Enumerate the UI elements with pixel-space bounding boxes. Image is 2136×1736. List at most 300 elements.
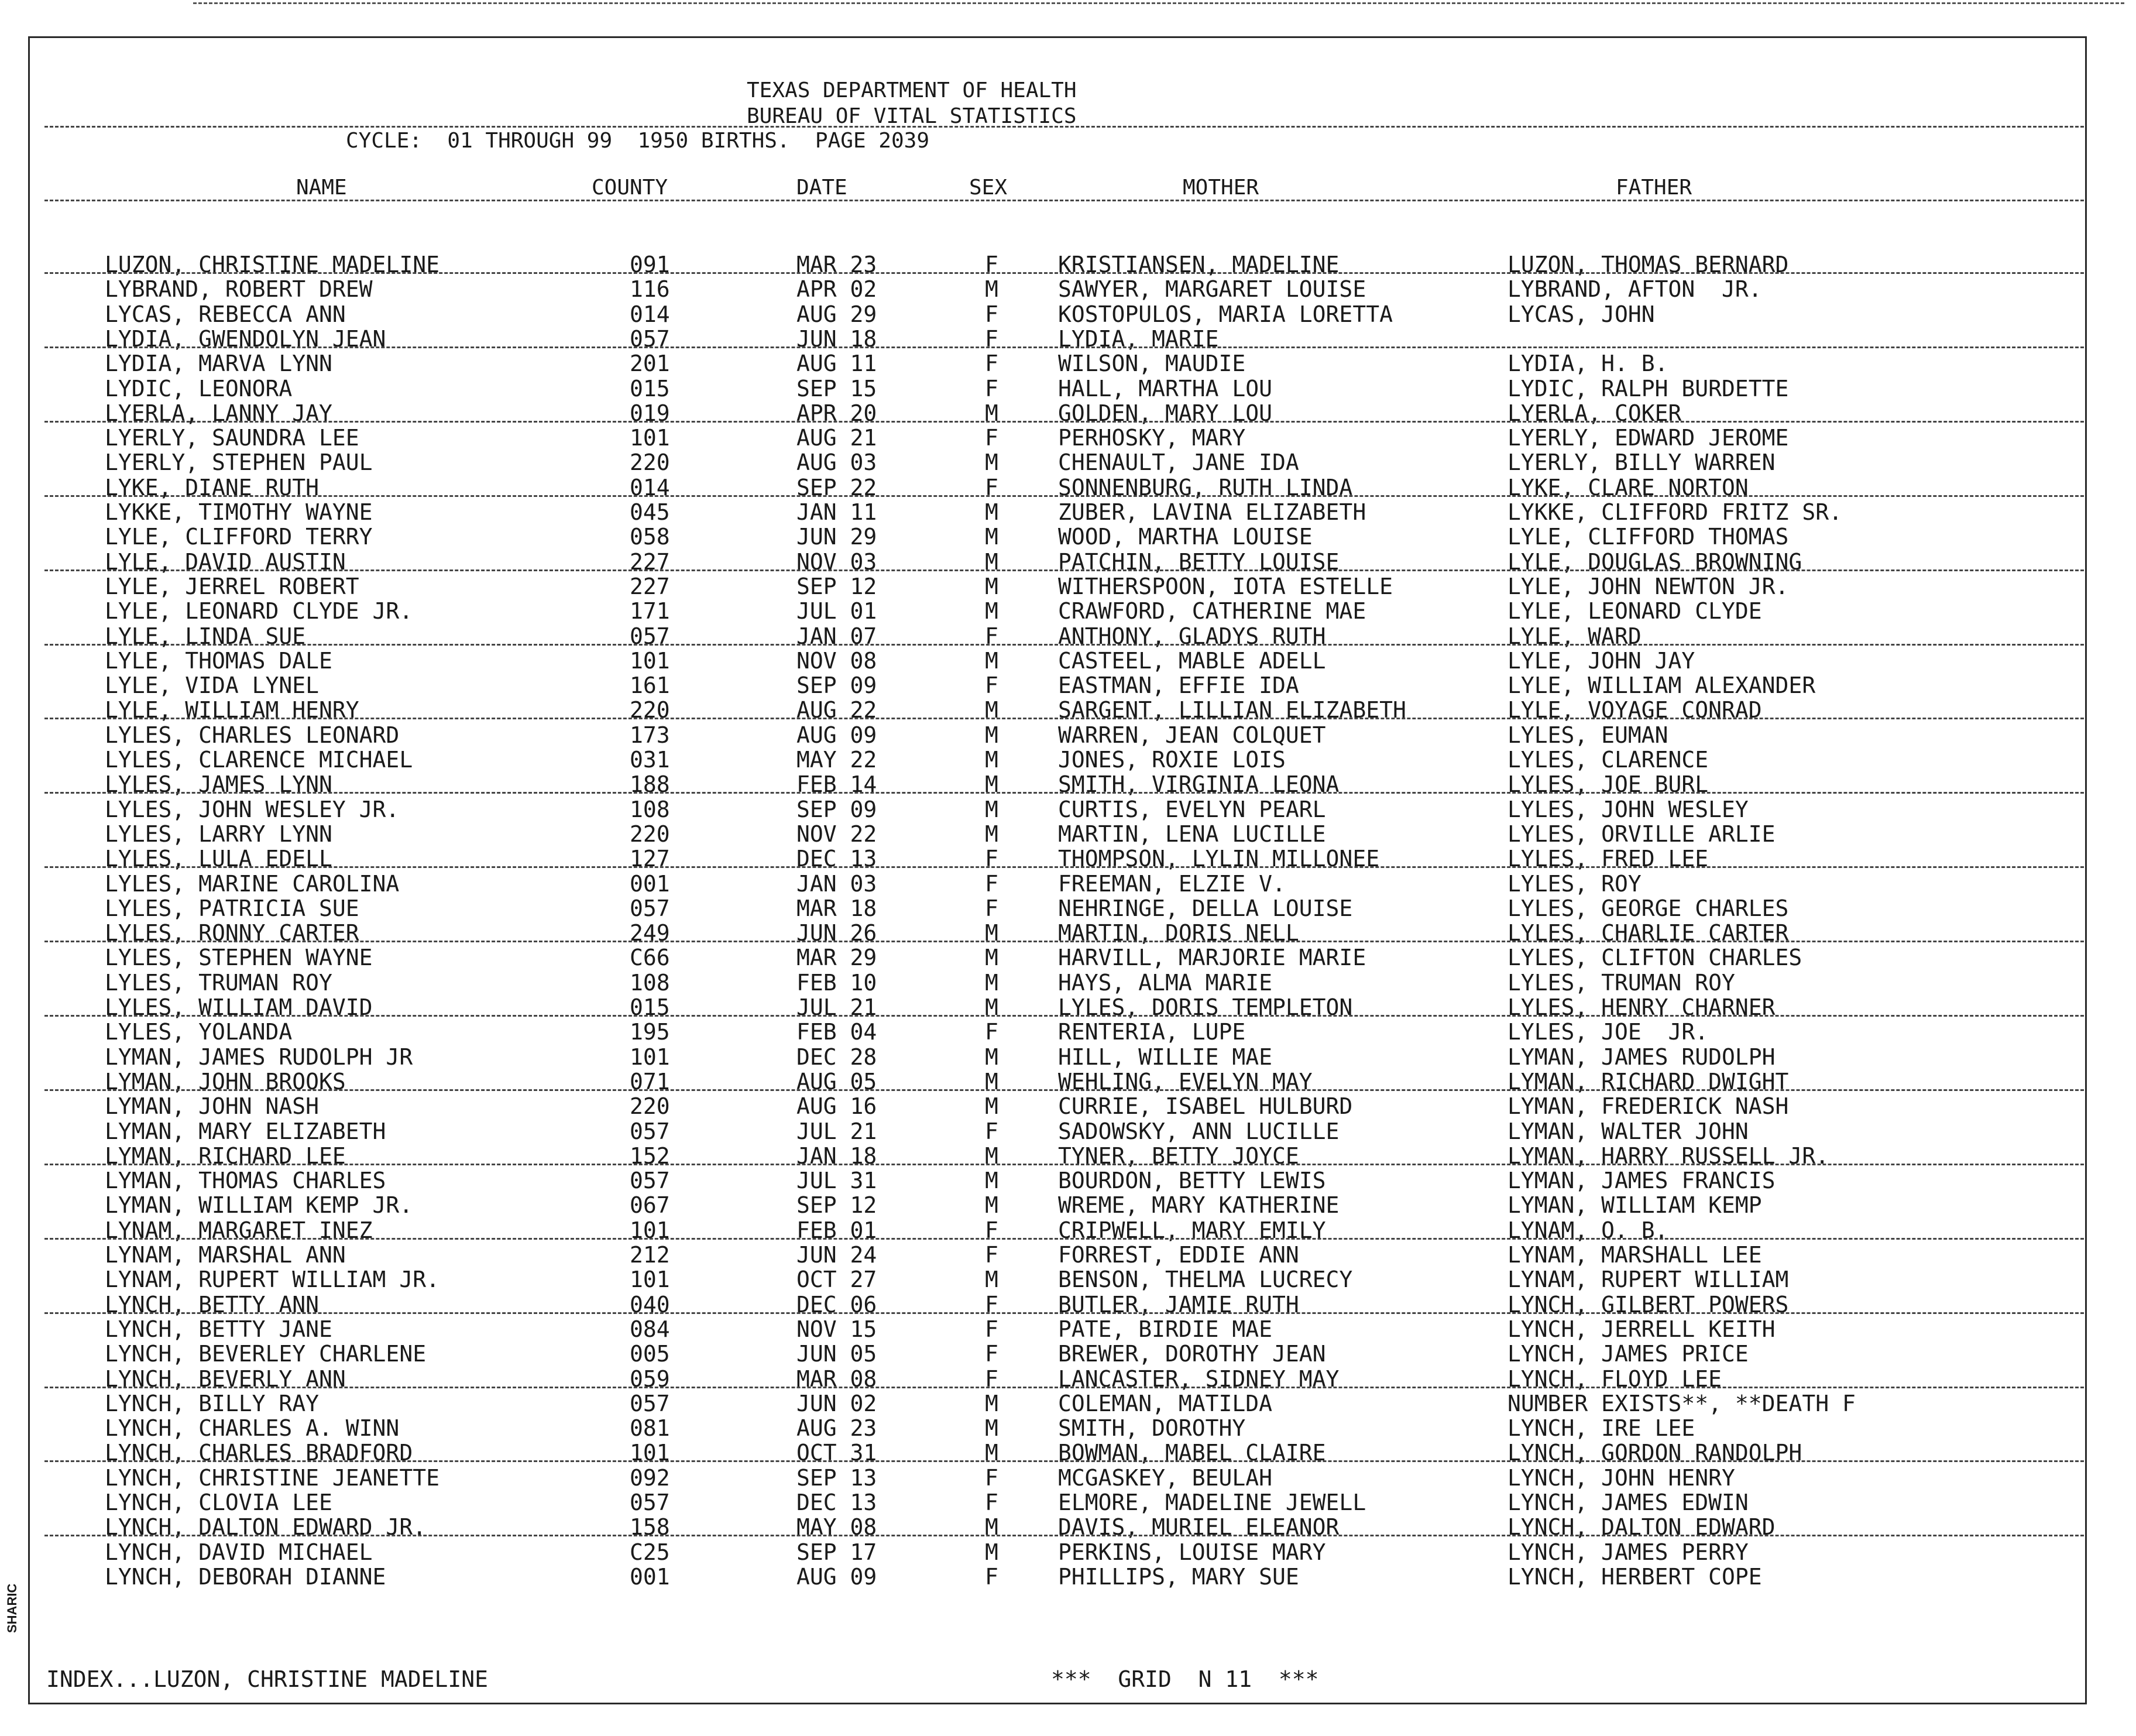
cell-name: LYLES, LARRY LYNN — [105, 821, 332, 847]
cell-father: LYLE, JOHN NEWTON JR. — [1507, 573, 1789, 599]
cell-county: 220 — [630, 697, 670, 723]
cell-sex: M — [985, 747, 998, 773]
cell-sex: M — [985, 598, 998, 625]
cell-county: 071 — [630, 1068, 670, 1095]
table-row — [30, 524, 2089, 549]
cell-mother: CURTIS, EVELYN PEARL — [1058, 796, 1326, 822]
cell-sex: F — [985, 1316, 998, 1342]
cell-mother: HILL, WILLIE MAE — [1058, 1044, 1273, 1070]
cell-sex: F — [985, 474, 998, 500]
cell-sex: F — [985, 846, 998, 872]
cell-name: LYKKE, TIMOTHY WAYNE — [105, 499, 373, 525]
cell-name: LYDIC, LEONORA — [105, 375, 293, 402]
cell-date: NOV 15 — [796, 1316, 877, 1342]
cell-county: 057 — [630, 1118, 670, 1144]
cell-name: LYNCH, BETTY ANN — [105, 1291, 320, 1318]
cell-mother: WITHERSPOON, IOTA ESTELLE — [1058, 573, 1393, 599]
cell-father: LYNCH, JAMES PRICE — [1507, 1341, 1749, 1367]
cell-father: LYLE, WARD — [1507, 623, 1642, 649]
cell-sex: F — [985, 870, 998, 897]
cell-county: 127 — [630, 846, 670, 872]
cell-sex: M — [985, 1143, 998, 1169]
cell-date: JUN 02 — [796, 1390, 877, 1416]
cell-date: JUN 24 — [796, 1242, 877, 1268]
cell-county: 195 — [630, 1019, 670, 1045]
cell-date: SEP 22 — [796, 474, 877, 500]
cell-county: 212 — [630, 1242, 670, 1268]
cell-name: LYNCH, CLOVIA LEE — [105, 1490, 332, 1515]
cell-sex: F — [985, 325, 998, 352]
cell-name: LYMAN, RICHARD LEE — [105, 1143, 346, 1169]
cell-name: LYLE, LINDA SUE — [105, 623, 306, 649]
cell-name: LYERLY, STEPHEN PAUL — [105, 450, 373, 476]
cell-mother: COLEMAN, MATILDA — [1058, 1390, 1273, 1416]
cell-date: DEC 28 — [796, 1044, 877, 1070]
cell-date: JUN 29 — [796, 524, 877, 550]
cell-county: 019 — [630, 400, 670, 426]
cell-county: C25 — [630, 1539, 670, 1565]
cell-sex: F — [985, 673, 998, 699]
cell-county: 101 — [630, 1267, 670, 1293]
cell-county: 108 — [630, 796, 670, 822]
table-row — [30, 1267, 2089, 1292]
cell-sex: M — [985, 1168, 998, 1194]
cell-county: 188 — [630, 771, 670, 798]
table-row — [30, 673, 2089, 698]
cell-mother: CASTEEL, MABLE ADELL — [1058, 647, 1326, 674]
cell-county: 045 — [630, 499, 670, 525]
table-row — [30, 1168, 2089, 1193]
cell-date: SEP 09 — [796, 796, 877, 822]
cell-county: 092 — [630, 1464, 670, 1491]
cell-name: LYNCH, BEVERLY ANN — [105, 1366, 346, 1392]
cell-name: LYNCH, BEVERLEY CHARLENE — [105, 1341, 427, 1367]
cell-name: LYLE, WILLIAM HENRY — [105, 697, 359, 723]
row-group-divider — [44, 866, 2084, 868]
cell-date: MAR 23 — [796, 252, 877, 277]
cell-county: 084 — [630, 1316, 670, 1342]
cell-county: 081 — [630, 1415, 670, 1442]
footer-index: INDEX...LUZON, CHRISTINE MADELINE — [46, 1666, 488, 1692]
cell-sex: F — [985, 1366, 998, 1392]
cell-mother: JONES, ROXIE LOIS — [1058, 747, 1286, 773]
cell-county: 005 — [630, 1341, 670, 1367]
cell-father: LYNCH, HERBERT COPE — [1507, 1563, 1762, 1590]
cell-father: LYMAN, WALTER JOHN — [1507, 1118, 1749, 1144]
table-row — [30, 896, 2089, 921]
cell-date: SEP 12 — [796, 573, 877, 599]
table-row — [30, 574, 2089, 599]
cell-county: 057 — [630, 1168, 670, 1194]
cell-name: LYLES, WILLIAM DAVID — [105, 994, 373, 1020]
cell-sex: F — [985, 1341, 998, 1367]
column-header-name: NAME — [296, 176, 347, 200]
cell-name: LYMAN, JOHN BROOKS — [105, 1068, 346, 1095]
cell-father: LYDIC, RALPH BURDETTE — [1507, 375, 1789, 402]
cell-mother: BOURDON, BETTY LEWIS — [1058, 1168, 1326, 1194]
table-row — [30, 872, 2089, 896]
cell-mother: BUTLER, JAMIE RUTH — [1058, 1291, 1299, 1318]
table-row — [30, 723, 2089, 747]
cell-mother: HARVILL, MARJORIE MARIE — [1058, 945, 1366, 971]
cell-sex: M — [985, 771, 998, 798]
cell-sex: M — [985, 796, 998, 822]
cell-father: LYMAN, FREDERICK NASH — [1507, 1093, 1789, 1120]
cell-date: APR 02 — [796, 276, 877, 303]
cell-sex: M — [985, 697, 998, 723]
report-page — [28, 36, 2087, 1704]
row-group-divider — [44, 644, 2084, 646]
cell-mother: CRAWFORD, CATHERINE MAE — [1058, 598, 1366, 625]
row-group-divider — [44, 421, 2084, 423]
cell-date: JAN 07 — [796, 623, 877, 649]
cell-father: LYNCH, IRE LEE — [1507, 1415, 1695, 1442]
cell-mother: RENTERIA, LUPE — [1058, 1019, 1246, 1045]
cell-date: JAN 11 — [796, 499, 877, 525]
cell-sex: F — [985, 425, 998, 451]
cell-father: LYLES, ROY — [1507, 870, 1642, 897]
cell-mother: LANCASTER, SIDNEY MAY — [1058, 1366, 1340, 1392]
cell-mother: HALL, MARTHA LOU — [1058, 375, 1273, 402]
cell-name: LYLES, CHARLES LEONARD — [105, 722, 400, 748]
table-row — [30, 797, 2089, 822]
table-row — [30, 1193, 2089, 1217]
cell-name: LYLES, TRUMAN ROY — [105, 969, 332, 996]
cell-county: 014 — [630, 301, 670, 327]
cell-date: JAN 03 — [796, 870, 877, 897]
cell-date: AUG 05 — [796, 1068, 877, 1095]
cell-date: SEP 12 — [796, 1192, 877, 1219]
table-row — [30, 426, 2089, 450]
cell-sex: F — [985, 1291, 998, 1318]
cell-sex: M — [985, 1044, 998, 1070]
cell-sex: F — [985, 1118, 998, 1144]
cell-sex: M — [985, 573, 998, 599]
cell-date: FEB 04 — [796, 1019, 877, 1045]
cell-father: LYERLA, COKER — [1507, 400, 1682, 426]
column-header-date: DATE — [796, 176, 847, 200]
cell-father: LYLES, CLIFTON CHARLES — [1507, 945, 1802, 971]
cell-county: 001 — [630, 870, 670, 897]
row-group-divider — [44, 495, 2084, 497]
row-group-divider — [44, 1460, 2084, 1462]
cell-sex: M — [985, 524, 998, 550]
cell-name: LYDIA, GWENDOLYN JEAN — [105, 325, 386, 352]
cell-name: LYNAM, RUPERT WILLIAM JR. — [105, 1267, 439, 1293]
cell-name: LYERLA, LANNY JAY — [105, 400, 332, 426]
cell-name: LYLES, CLARENCE MICHAEL — [105, 747, 413, 773]
cell-father: LYNCH, JAMES PERRY — [1507, 1539, 1749, 1565]
cell-county: 108 — [630, 969, 670, 996]
cell-sex: F — [985, 301, 998, 327]
row-group-divider — [44, 792, 2084, 794]
cell-sex: M — [985, 1415, 998, 1442]
cell-father: LYLES, CHARLIE CARTER — [1507, 920, 1789, 946]
cell-county: 067 — [630, 1192, 670, 1219]
cell-sex: F — [985, 1217, 998, 1243]
table-row — [30, 822, 2089, 846]
cell-date: DEC 13 — [796, 846, 877, 872]
cell-county: 201 — [630, 351, 670, 377]
cell-father: LYNAM, RUPERT WILLIAM — [1507, 1267, 1789, 1293]
cell-name: LYLE, JERREL ROBERT — [105, 573, 359, 599]
cell-date: NOV 08 — [796, 647, 877, 674]
cell-name: LYLES, RONNY CARTER — [105, 920, 359, 946]
cell-name: LYLES, STEPHEN WAYNE — [105, 945, 373, 971]
cell-mother: BOWMAN, MABEL CLAIRE — [1058, 1440, 1326, 1466]
side-label: SHARIC — [5, 1583, 19, 1633]
cell-mother: CRIPWELL, MARY EMILY — [1058, 1217, 1326, 1243]
table-row — [30, 1317, 2089, 1342]
cell-name: LYLES, PATRICIA SUE — [105, 895, 359, 921]
cell-mother: ANTHONY, GLADYS RUTH — [1058, 623, 1326, 649]
row-group-divider — [44, 1164, 2084, 1165]
cell-mother: MCGASKEY, BEULAH — [1058, 1464, 1273, 1491]
cell-sex: F — [985, 1563, 998, 1590]
cell-name: LYLE, VIDA LYNEL — [105, 673, 320, 699]
cell-father: LYMAN, JAMES FRANCIS — [1507, 1168, 1776, 1194]
cell-father: LUZON, THOMAS BERNARD — [1507, 252, 1789, 277]
row-group-divider — [44, 718, 2084, 719]
cell-father: LYLES, FRED LEE — [1507, 846, 1709, 872]
cell-date: JUL 31 — [796, 1168, 877, 1194]
cell-name: LYERLY, SAUNDRA LEE — [105, 425, 359, 451]
footer-grid: *** GRID N 11 *** — [1051, 1666, 1319, 1692]
table-row — [30, 1490, 2089, 1515]
cell-father: LYLE, VOYAGE CONRAD — [1507, 697, 1762, 723]
column-header-father: FATHER — [1616, 176, 1692, 200]
cell-date: SEP 13 — [796, 1464, 877, 1491]
cell-date: DEC 06 — [796, 1291, 877, 1318]
cell-name: LYMAN, THOMAS CHARLES — [105, 1168, 386, 1194]
cell-mother: LYLES, DORIS TEMPLETON — [1058, 994, 1353, 1020]
table-row — [30, 599, 2089, 623]
cell-name: LUZON, CHRISTINE MADELINE — [105, 252, 439, 277]
agency-title: TEXAS DEPARTMENT OF HEALTH — [747, 78, 1077, 102]
cell-sex: M — [985, 994, 998, 1020]
cell-county: 101 — [630, 647, 670, 674]
cell-date: APR 20 — [796, 400, 877, 426]
cell-mother: CURRIE, ISABEL HULBURD — [1058, 1093, 1353, 1120]
cell-mother: HAYS, ALMA MARIE — [1058, 969, 1273, 996]
cell-father: LYLE, LEONARD CLYDE — [1507, 598, 1762, 625]
cell-father: LYNAM, MARSHALL LEE — [1507, 1242, 1762, 1268]
cell-county: 058 — [630, 524, 670, 550]
cell-name: LYLE, THOMAS DALE — [105, 647, 332, 674]
cell-county: 101 — [630, 1044, 670, 1070]
table-row — [30, 302, 2089, 327]
row-group-divider — [44, 569, 2084, 571]
cell-name: LYLES, YOLANDA — [105, 1019, 293, 1045]
cell-sex: F — [985, 375, 998, 402]
table-row — [30, 351, 2089, 376]
cell-name: LYMAN, JAMES RUDOLPH JR — [105, 1044, 413, 1070]
cycle-line: CYCLE: 01 THROUGH 99 1950 BIRTHS. PAGE 2039 — [346, 129, 929, 153]
cell-date: AUG 23 — [796, 1415, 877, 1442]
cell-county: 015 — [630, 994, 670, 1020]
cell-mother: PHILLIPS, MARY SUE — [1058, 1563, 1299, 1590]
cell-father: LYLES, ORVILLE ARLIE — [1507, 821, 1776, 847]
table-row — [30, 747, 2089, 772]
cell-mother: NEHRINGE, DELLA LOUISE — [1058, 895, 1353, 921]
cell-mother: MARTIN, LENA LUCILLE — [1058, 821, 1326, 847]
cell-father: LYLES, JOE BURL — [1507, 771, 1709, 798]
cell-name: LYLES, MARINE CAROLINA — [105, 870, 400, 897]
cell-mother: WOOD, MARTHA LOUISE — [1058, 524, 1313, 550]
cell-date: FEB 10 — [796, 969, 877, 996]
cell-father: LYMAN, RICHARD DWIGHT — [1507, 1068, 1789, 1095]
cell-name: LYDIA, MARVA LYNN — [105, 351, 332, 377]
cell-sex: M — [985, 1068, 998, 1095]
cell-mother: GOLDEN, MARY LOU — [1058, 400, 1273, 426]
row-group-divider — [44, 941, 2084, 942]
column-header-mother: MOTHER — [1183, 176, 1259, 200]
cell-date: JUL 01 — [796, 598, 877, 625]
cell-county: 116 — [630, 276, 670, 303]
cell-county: 227 — [630, 548, 670, 575]
cell-county: 220 — [630, 450, 670, 476]
cell-father: LYLES, TRUMAN ROY — [1507, 969, 1735, 996]
cell-sex: M — [985, 1192, 998, 1219]
cell-county: 091 — [630, 252, 670, 277]
cell-date: AUG 03 — [796, 450, 877, 476]
cell-sex: M — [985, 647, 998, 674]
cell-county: C66 — [630, 945, 670, 971]
cell-county: 014 — [630, 474, 670, 500]
cell-date: AUG 16 — [796, 1093, 877, 1120]
table-row — [30, 450, 2089, 475]
cell-sex: M — [985, 920, 998, 946]
table-row — [30, 970, 2089, 995]
cell-county: 057 — [630, 623, 670, 649]
cell-mother: SMITH, DOROTHY — [1058, 1415, 1246, 1442]
cell-name: LYLES, JOHN WESLEY JR. — [105, 796, 400, 822]
table-row — [30, 1342, 2089, 1366]
cell-father: LYLES, HENRY CHARNER — [1507, 994, 1776, 1020]
cell-father: LYNCH, JERRELL KEITH — [1507, 1316, 1776, 1342]
cell-name: LYMAN, MARY ELIZABETH — [105, 1118, 386, 1144]
bureau-title: BUREAU OF VITAL STATISTICS — [747, 104, 1077, 128]
cell-father: LYNCH, GORDON RANDOLPH — [1507, 1440, 1802, 1466]
table-row — [30, 277, 2089, 301]
cell-father: LYNCH, DALTON EDWARD — [1507, 1514, 1776, 1541]
cell-mother: DAVIS, MURIEL ELEANOR — [1058, 1514, 1340, 1541]
cell-date: MAR 08 — [796, 1366, 877, 1392]
cell-sex: M — [985, 821, 998, 847]
table-row — [30, 1416, 2089, 1440]
cell-name: LYNCH, CHRISTINE JEANETTE — [105, 1464, 439, 1491]
cell-county: 001 — [630, 1563, 670, 1590]
cell-mother: WEHLING, EVELYN MAY — [1058, 1068, 1313, 1095]
cell-county: 057 — [630, 325, 670, 352]
row-group-divider — [44, 1387, 2084, 1388]
cell-father: LYLE, CLIFFORD THOMAS — [1507, 524, 1789, 550]
cell-father: NUMBER EXISTS**, **DEATH F — [1507, 1390, 1856, 1416]
cell-mother: BENSON, THELMA LUCRECY — [1058, 1267, 1353, 1293]
cell-mother: PERHOSKY, MARY — [1058, 425, 1246, 451]
cell-name: LYNCH, BILLY RAY — [105, 1390, 320, 1416]
cell-father: LYBRAND, AFTON JR. — [1507, 276, 1762, 303]
cell-county: 101 — [630, 1440, 670, 1466]
cell-name: LYLE, CLIFFORD TERRY — [105, 524, 373, 550]
cell-name: LYBRAND, ROBERT DREW — [105, 276, 373, 303]
cell-sex: F — [985, 1490, 998, 1515]
cell-father: LYCAS, JOHN — [1507, 301, 1655, 327]
cell-date: NOV 22 — [796, 821, 877, 847]
column-header-sex: SEX — [969, 176, 1008, 200]
cell-mother: MARTIN, DORIS NELL — [1058, 920, 1299, 946]
cell-date: MAR 29 — [796, 945, 877, 971]
cell-name: LYLES, JAMES LYNN — [105, 771, 332, 798]
cell-county: 152 — [630, 1143, 670, 1169]
cell-county: 101 — [630, 1217, 670, 1243]
cell-county: 249 — [630, 920, 670, 946]
cell-county: 227 — [630, 573, 670, 599]
table-row — [30, 1243, 2089, 1267]
column-header-divider — [44, 200, 2084, 201]
cell-mother: SONNENBURG, RUTH LINDA — [1058, 474, 1353, 500]
cell-father: LYMAN, WILLIAM KEMP — [1507, 1192, 1762, 1219]
cell-father: LYERLY, EDWARD JEROME — [1507, 425, 1789, 451]
cell-sex: M — [985, 1267, 998, 1293]
cell-sex: F — [985, 1242, 998, 1268]
cell-date: OCT 27 — [796, 1267, 877, 1293]
cell-name: LYNCH, DALTON EDWARD JR. — [105, 1514, 427, 1541]
cell-date: JUL 21 — [796, 1118, 877, 1144]
cell-date: FEB 01 — [796, 1217, 877, 1243]
row-group-divider — [44, 1015, 2084, 1017]
cell-mother: ZUBER, LAVINA ELIZABETH — [1058, 499, 1366, 525]
cell-sex: M — [985, 722, 998, 748]
row-group-divider — [44, 1089, 2084, 1091]
cell-county: 220 — [630, 821, 670, 847]
cell-father: LYNAM, O. B. — [1507, 1217, 1668, 1243]
cell-mother: ELMORE, MADELINE JEWELL — [1058, 1490, 1366, 1515]
cell-county: 171 — [630, 598, 670, 625]
table-row — [30, 1466, 2089, 1490]
cell-sex: M — [985, 548, 998, 575]
cell-father: LYLES, EUMAN — [1507, 722, 1668, 748]
cell-date: JUN 26 — [796, 920, 877, 946]
cell-date: MAR 18 — [796, 895, 877, 921]
cell-father: LYMAN, HARRY RUSSELL JR. — [1507, 1143, 1829, 1169]
cell-date: NOV 03 — [796, 548, 877, 575]
cell-county: 015 — [630, 375, 670, 402]
cell-county: 031 — [630, 747, 670, 773]
cell-father: LYNCH, JOHN HENRY — [1507, 1464, 1735, 1491]
cell-mother: WILSON, MAUDIE — [1058, 351, 1246, 377]
cell-date: SEP 17 — [796, 1539, 877, 1565]
cell-sex: M — [985, 450, 998, 476]
cell-date: AUG 21 — [796, 425, 877, 451]
cell-father: LYLE, DOUGLAS BROWNING — [1507, 548, 1802, 575]
cell-mother: FREEMAN, ELZIE V. — [1058, 870, 1286, 897]
cell-mother: SAWYER, MARGARET LOUISE — [1058, 276, 1366, 303]
cell-county: 173 — [630, 722, 670, 748]
cell-name: LYNCH, DAVID MICHAEL — [105, 1539, 373, 1565]
cell-father: LYLES, JOE JR. — [1507, 1019, 1709, 1045]
table-row — [30, 1094, 2089, 1119]
cell-sex: M — [985, 1093, 998, 1120]
cell-mother: SARGENT, LILLIAN ELIZABETH — [1058, 697, 1406, 723]
cell-father: LYKE, CLARE NORTON — [1507, 474, 1749, 500]
cell-sex: F — [985, 351, 998, 377]
table-row — [30, 376, 2089, 401]
cell-sex: M — [985, 1539, 998, 1565]
table-row — [30, 945, 2089, 970]
cell-county: 040 — [630, 1291, 670, 1318]
cell-date: JUN 05 — [796, 1341, 877, 1367]
